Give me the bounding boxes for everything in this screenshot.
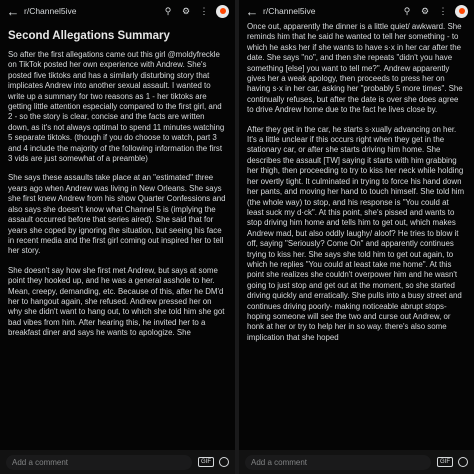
avatar[interactable]	[216, 5, 229, 18]
comment-bar	[0, 450, 235, 474]
back-arrow-icon[interactable]: ←	[6, 3, 20, 19]
post-paragraph: She doesn't say how she first met Andrew, but says at some point they hooked up, and he was a general asshole to her. Mean, creepy, demanding, etc. Because of this, after he DM'd her to hangout again, she refused. Andrew pressed her on why she didn't want to hang out, to which she told him she got bad vibes from him. After hearing this, he invited her to a breakfast diner and says he wants to apologize. She	[8, 265, 225, 338]
more-options-icon[interactable]: ⋮	[199, 5, 209, 16]
filter-icon[interactable]: ⚙	[420, 5, 430, 16]
emoji-icon[interactable]	[458, 457, 468, 467]
post-paragraph: She says these assaults take place at an "estimated" three years ago when Andrew was living in New Orleans. She says she first knew Andrew from his show Quarter Confessions and also says she doesn't know what Channel 5 is (implying the assault occurred before that series aired). She said that for years she coped by ignoring the situation, but seeing his face in recent media and the first girl coming out inspired her to tell her story.	[8, 173, 226, 256]
gif-icon[interactable]: GIF	[437, 457, 453, 467]
search-icon[interactable]: ⚲	[164, 5, 172, 16]
top-bar	[0, 0, 235, 22]
left-post-panel	[0, 0, 235, 474]
post-title: Second Allegations Summary	[8, 30, 170, 42]
gif-icon[interactable]: GIF	[198, 457, 214, 467]
search-icon[interactable]: ⚲	[403, 5, 411, 16]
add-comment-input[interactable]: Add a comment	[6, 455, 192, 470]
post-paragraph: After they get in the car, he starts s·xually advancing on her. It's a little unclear if this occurs right when they get in the stationary car, or after she starts driving him home. She describes the assault [TW] saying it starts with him grabbing her thigh, then proceeding to try to kiss her neck while holding her overtly tight. It culminated in trying to force his hand down her pants, and moving her hand to touch himself. She told him (the whole way) to stop, and his response is "You could at least suck my d·ck". At this point, she's pissed and wants to stop driving him home and tells him to get out, which makes Andrew mad, but also oddly laughy/ aloof? He tries to blow it off, saying "Seriously? Come On" and apparently continues trying to kiss her. She says she told him to get out again, to which he replies "You could at least take me home". At this point she realizes she couldn't overpower him and he wasn't going to just stop and get out at the moment, so she started driving quickly and erratically. She pulls into a busy street and continues driving poorly- making noticeable abrupt stops- hoping someone will see the two and curse out Andrew, or honk at her or try to help her in so way. there's also some implication that she hoped	[247, 124, 465, 342]
post-body	[247, 22, 466, 448]
post-body	[8, 24, 227, 448]
filter-icon[interactable]: ⚙	[181, 5, 191, 16]
avatar[interactable]	[455, 5, 468, 18]
post-paragraph: Once out, apparently the dinner is a little quiet/ awkward. She reminds him that he said he wanted to tell her something - to which he asks her if she wants to have s·x in her car after the date. She says "no", and then she repeats "didn't you have something [else] you want to tell me?". Andrew apparently gives her a weak apology, then proceeds to press her on having s·x in her car, asking her "probably 5 more times". She continually refuses, but after the date is over she does agree to drive Andrew home due to the fact he lives close by.	[247, 22, 463, 115]
subreddit-name[interactable]: r/Channel5ive	[263, 6, 316, 16]
subreddit-name[interactable]: r/Channel5ive	[24, 6, 77, 16]
post-paragraph: So after the first allegations came out this girl @moldyfreckle on TikTok posted her own experience with Andrew. She's posted five tiktoks and has a similarly disturbing story that implicates Andrew into another sexual assault. I wanted to write up a summary for two reasons as 1 - her tiktoks are getting little attention especially compared to the first girl, and 2 - so the story is clear, concise and the facts are written down, as it's not always optimal to spend 11 minutes watching 5 separate tiktoks. (though if you do choose to watch, part 3 and 4 include the majority of the following information the first 3 vids are just somewhat of a preamble)	[8, 50, 225, 164]
top-bar	[239, 0, 474, 22]
comment-bar	[239, 450, 474, 474]
more-options-icon[interactable]: ⋮	[438, 5, 448, 16]
back-arrow-icon[interactable]: ←	[245, 3, 259, 19]
add-comment-input[interactable]: Add a comment	[245, 455, 431, 470]
emoji-icon[interactable]	[219, 457, 229, 467]
right-post-panel	[239, 0, 474, 474]
